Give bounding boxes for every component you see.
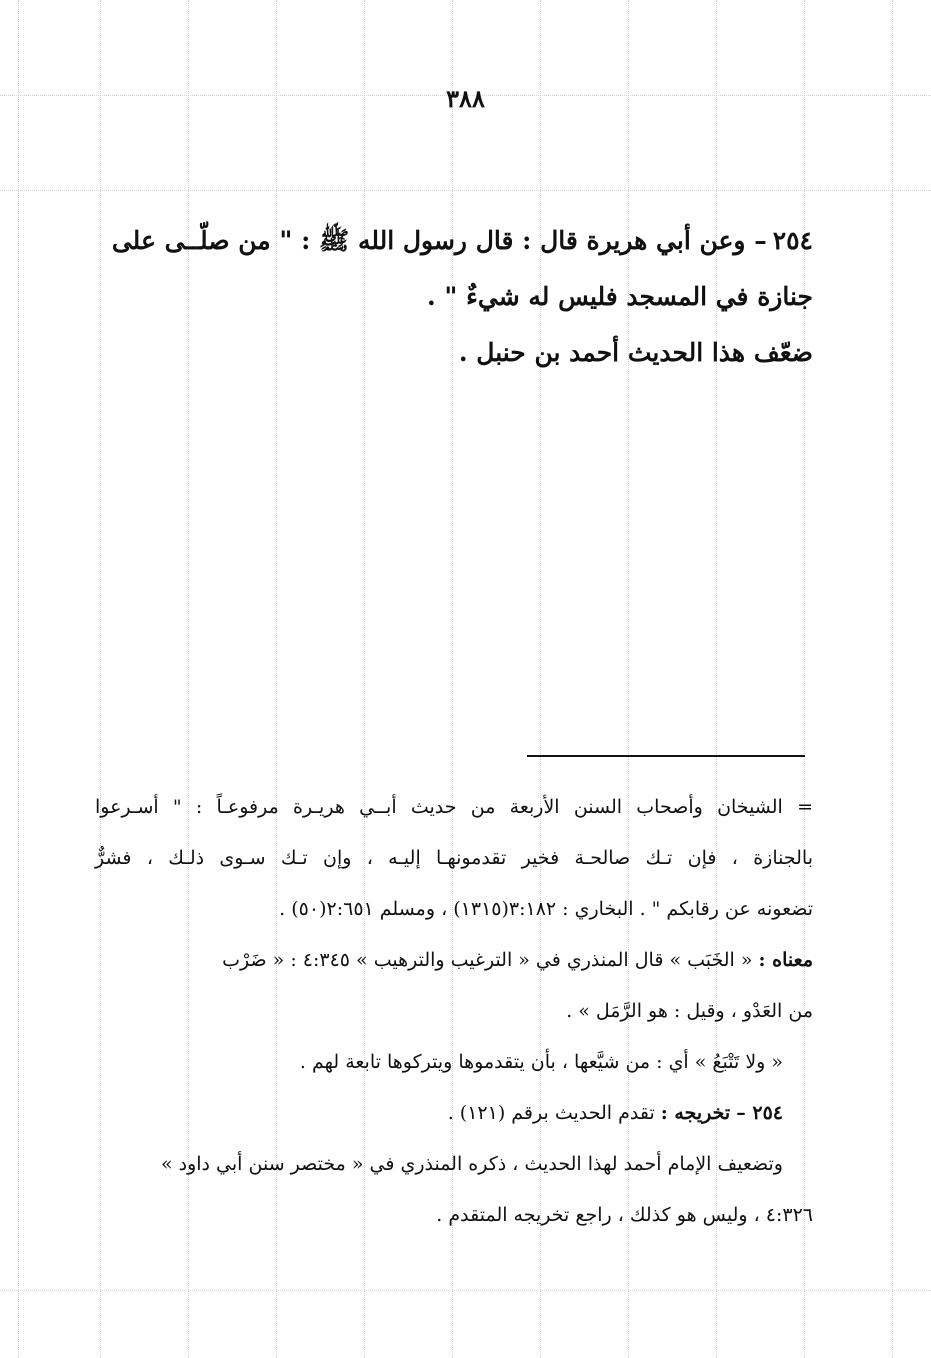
footnote-line: وتضعيف الإمام أحمد لهذا الحديث ، ذكره المنذري في « مختصر سنن أبي داود » <box>160 1153 783 1175</box>
hadith-line-1-text: – وعن أبي هريرة قال : قال رسول الله ﷺ : " من صلّــى على <box>111 226 767 255</box>
footnote-takhrij-line <box>95 1088 813 1139</box>
footnote-line: ٤:٣٢٦ ، وليس هو كذلك ، راجع تخريجه المتقدم . <box>436 1204 813 1226</box>
footnote-line: تضعونه عن رقابكم " . البخاري : ٣:١٨٢(١٣١٥) ، ومسلم ٢:٦٥١(٥٠) . <box>279 898 813 920</box>
footnote-line: من العَدْو ، وقيل : هو الرَّمَل » . <box>566 1000 813 1022</box>
hadith-number: ٢٥٤ <box>772 226 813 255</box>
hadith-line-2: جنازة في المسجد فليس له شيءٌ " . <box>426 282 813 311</box>
page-number: ٣٨٨ <box>446 84 485 113</box>
scan-guide-line <box>18 0 19 1358</box>
footnotes <box>95 782 813 1241</box>
hadith-text <box>93 213 813 381</box>
footnote-meaning-text: « الخَبَب » قال المنذري في « الترغيب والترهيب » ٤:٣٤٥ : « ضَرْب <box>222 949 753 971</box>
scan-guide-line <box>0 1290 931 1291</box>
footnote-meaning-label: معناه : <box>758 949 813 971</box>
footnote-line: = الشيخان وأصحاب السنن الأربعة من حديث أبــي هريـرة مرفوعـاً : " أسـرعوا <box>95 796 813 818</box>
scan-guide-line <box>0 190 931 191</box>
footnote-takhrij-label: تخريجه : <box>660 1102 731 1124</box>
footnote-takhrij-number: ٢٥٤ – <box>736 1102 783 1124</box>
footnote-separator <box>527 755 805 757</box>
footnote-line: « ولا تَتْبَعُ » أي : من شيَّعها ، بأن يتقدموها ويتركوها تابعة لهم . <box>299 1051 783 1073</box>
footnote-meaning-line <box>95 935 813 986</box>
footnote-line: بالجنازة ، فإن تـك صالحـة فخير تقدمونهـا إليـه ، وإن تـك سـوى ذلـك ، فشرٌّ <box>95 847 813 869</box>
hadith-grading: ضعّف هذا الحديث أحمد بن حنبل . <box>458 338 813 367</box>
scan-guide-line <box>892 0 893 1358</box>
footnote-takhrij-text: تقدم الحديث برقم (١٢١) . <box>447 1102 655 1124</box>
hadith-line-1 <box>93 213 813 269</box>
